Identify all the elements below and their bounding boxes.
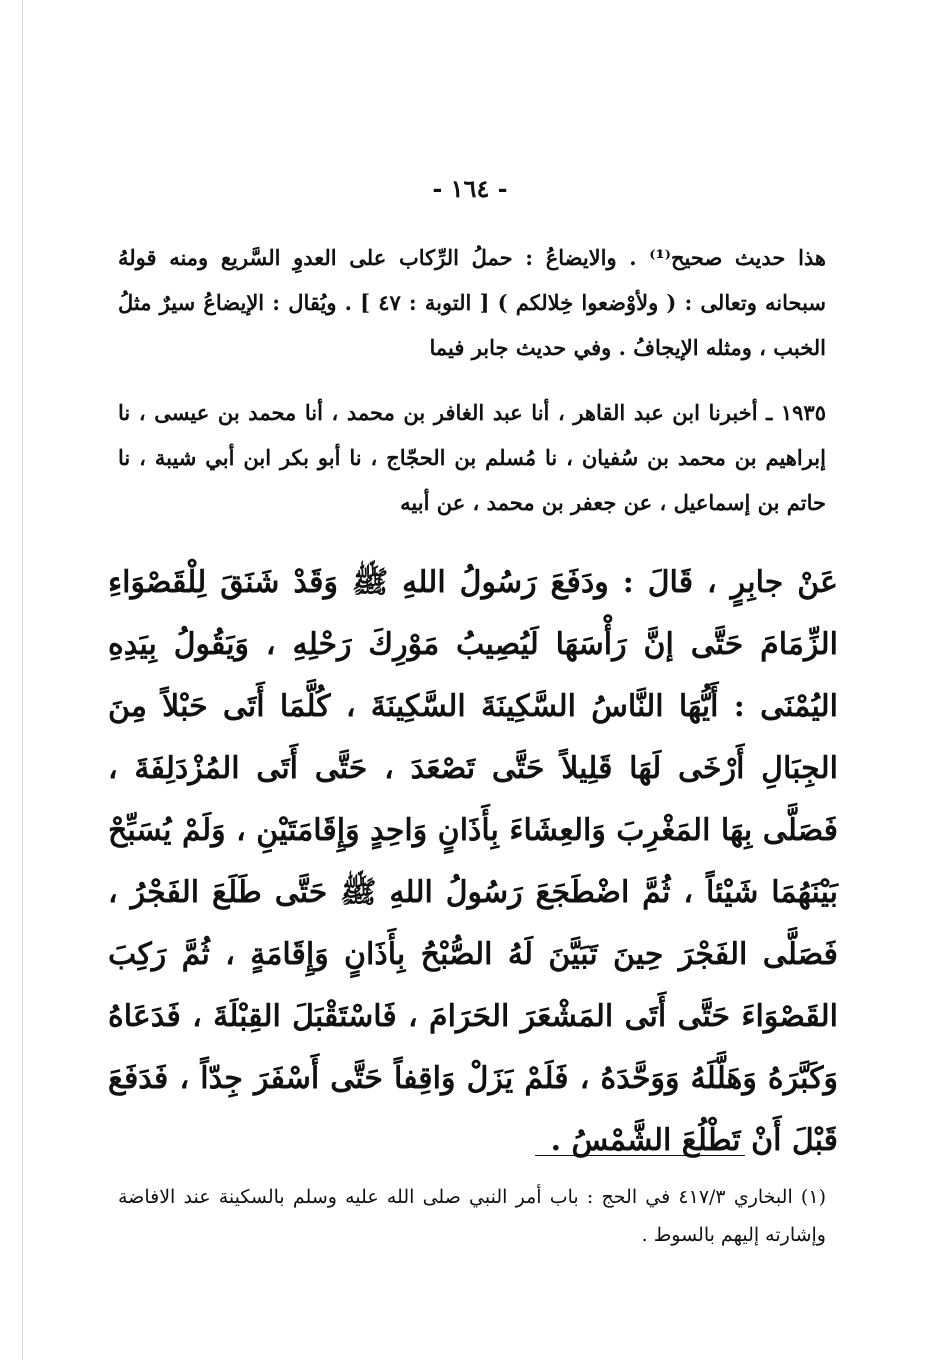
footnote-separator [535,1155,745,1156]
hadith-text: عَنْ جابِرٍ ، قَالَ : ودَفَعَ رَسُولُ اللهِ ﷺ وَقَدْ شَنَقَ لِلْقَصْوَاءِ الزِّمَامَ حَتَّى إنَّ رَأْسَهَا لَيُصِيبُ مَوْرِكَ رَحْلِهِ ، وَيَقُولُ بِيَدِهِ اليُمْنَى : أَيُّهَا النَّاسُ السَّكِينَةَ السَّكِينَةَ ، كُلَّمَا أَتَى حَبْلاً مِنَ الجِبَالِ أَرْخَى لَهَا قَلِيلاً حَتَّى تَصْعَدَ ، حَتَّى أَتَى المُزْدَلِفَةَ ، فَصَلَّى بِهَا المَغْرِبَ وَالعِشَاءَ بِأَذَانٍ وَاحِدٍ وَإِقَامَتَيْنِ ، وَلَمْ يُسَبِّحْ بَيْنَهُمَا شَيْئاً ، ثُمَّ اضْطَجَعَ رَسُولُ اللهِ ﷺ حَتَّى طَلَعَ الفَجْرُ ، فَصَلَّى الفَجْرَ حِينَ تَبَيَّنَ لَهُ الصُّبْحُ بِأَذَانٍ وَإِقَامَةٍ ، ثُمَّ رَكِبَ القَصْوَاءَ حَتَّى أَتَى المَشْعَرَ الحَرَامَ ، فَاسْتَقْبَلَ القِبْلَةَ ، فَدَعَاهُ وَكَبَّرَهُ وَهَلَّلَهُ وَوَحَّدَهُ ، فَلَمْ يَزَلْ وَاقِفاً حَتَّى أَسْفَرَ جِدّاً ، فَدَفَعَ قَبْلَ أَنْ تَطْلُعَ الشَّمْسُ . [108,565,838,1158]
isnad-paragraph: ١٩٣٥ ـ أخبرنا ابن عبد القاهر ، أنا عبد الغافر بن محمد ، أنا محمد بن عيسى ، نا إبراهيم بن محمد بن سُفيان ، نا مُسلم بن الحجّاج ، نا أبو بكر ابن أبي شيبة ، نا حاتم بن إسماعيل ، عن جعفر بن محمد ، عن أبيه [118,400,826,515]
page-number: - ١٦٤ - [432,174,508,203]
commentary-paragraph: هذا حديث صحيح⁽¹⁾ . والايضاعُ : حملُ الرِّكاب على العدوِ السَّريع ومنه قولهُ سبحانه وتعالى : ( ولأوْضعوا خِلالكم ) [ التوبة : ٤٧ ] . ويُقال : الإيضاعُ سيرٌ مثلُ الخبب ، ومثله الإيجافُ . وفي حديث جابر فيما [118,245,826,360]
footnote: (١) البخاري ٤١٧/٣ في الحج : باب أمر النبي صلى الله عليه وسلم بالسكينة عند الافاضة وإشارته إليهم بالسوط . [118,1186,826,1246]
page-edge-line [22,0,23,1360]
